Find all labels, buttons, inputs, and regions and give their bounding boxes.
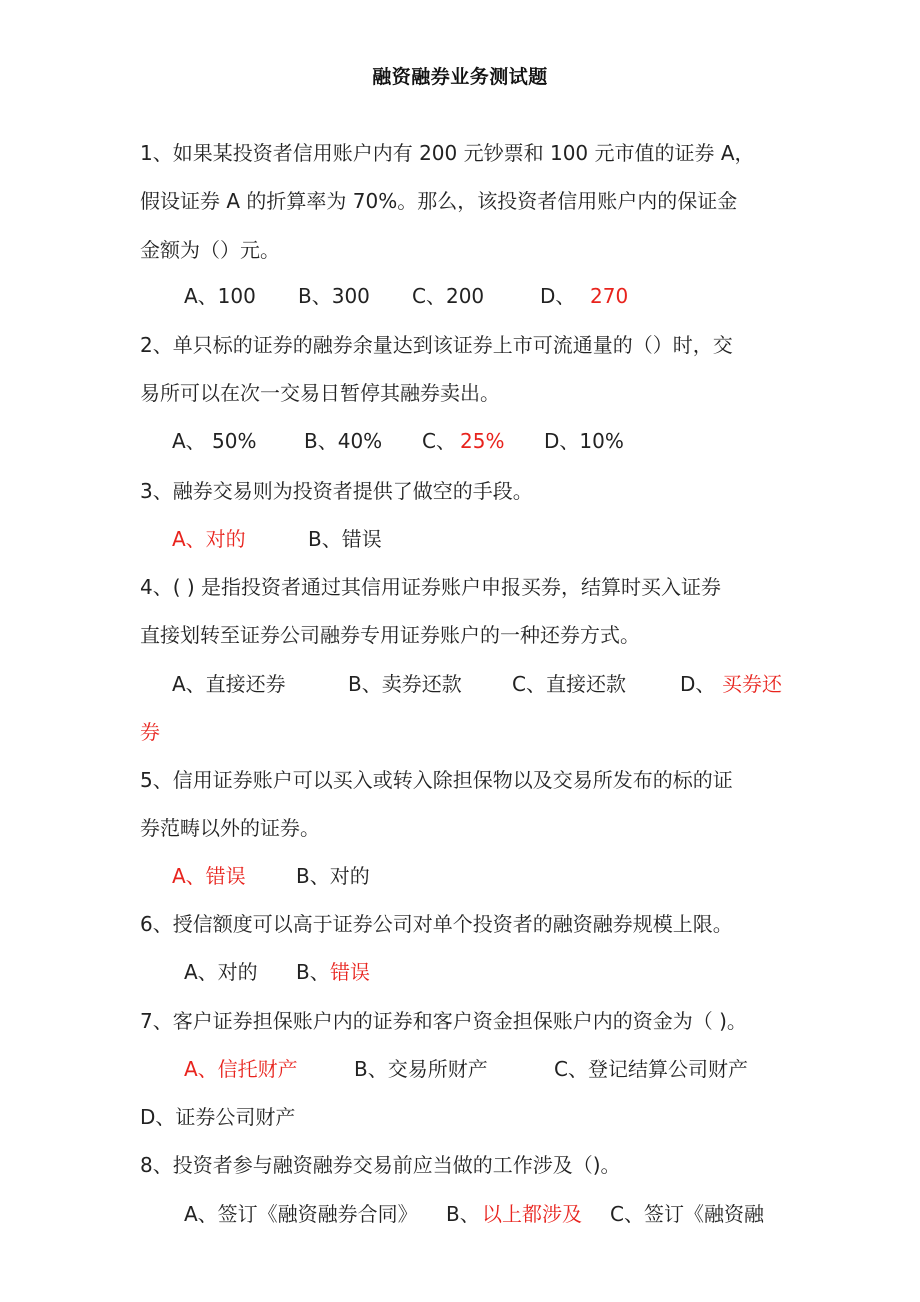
q1-option-a: A、100 [184, 284, 256, 308]
q5-stem-line-2: 券范畴以外的证券。 [140, 816, 320, 840]
q2-stem-line-1: 2、单只标的证券的融券余量达到该证券上市可流通量的（）时，交 [140, 333, 733, 357]
q2-option-c-answer: 25% [460, 429, 505, 453]
q6-stem-line-1: 6、授信额度可以高于证券公司对单个投资者的融资融券规模上限。 [140, 912, 733, 936]
q8-option-c: C、签订《融资融 [610, 1202, 764, 1226]
q3-stem-line-1: 3、融券交易则为投资者提供了做空的手段。 [140, 479, 533, 503]
q6-option-b-answer: 错误 [330, 960, 370, 984]
q4-option-d-answer: 买券还 [722, 672, 782, 696]
q4-option-b: B、卖券还款 [348, 672, 462, 696]
q2-option-b: B、40% [304, 429, 383, 453]
q1-stem-line-1: 1、如果某投资者信用账户内有 200 元钞票和 100 元市值的证券 A， [140, 141, 755, 165]
q7-option-b: B、交易所财产 [354, 1057, 488, 1081]
q2-stem-line-2: 易所可以在次一交易日暂停其融券卖出。 [140, 381, 500, 405]
q4-option-a: A、直接还券 [172, 672, 286, 696]
q5-stem-line-1: 5、信用证券账户可以买入或转入除担保物以及交易所发布的标的证 [140, 768, 733, 792]
q8-stem-line-1: 8、投资者参与融资融券交易前应当做的工作涉及（)。 [140, 1153, 621, 1177]
q4-option-c: C、直接还款 [512, 672, 626, 696]
q1-option-d-answer: 270 [590, 284, 629, 308]
q5-option-a-answer: A、错误 [172, 864, 246, 888]
q1-stem-line-2: 假设证券 A 的折算率为 70%。那么，该投资者信用账户内的保证金 [140, 189, 738, 213]
q4-option-d-answer-cont: 券 [140, 720, 160, 744]
q7-option-d: D、证券公司财产 [140, 1105, 296, 1129]
q2-option-c: C、 [422, 429, 456, 453]
q2-option-d: D、10% [544, 429, 624, 453]
q1-stem-line-3: 金额为（）元。 [140, 238, 280, 262]
page-title: 融资融券业务测试题 [372, 66, 548, 88]
q1-option-d: D、 [540, 284, 576, 308]
q7-option-a-answer: A、信托财产 [184, 1057, 298, 1081]
q2-option-a: A、 50% [172, 429, 257, 453]
q4-stem-line-2: 直接划转至证券公司融券专用证券账户的一种还券方式。 [140, 623, 640, 647]
q1-option-b: B、300 [298, 284, 370, 308]
q3-option-a-answer: A、对的 [172, 527, 246, 551]
q1-option-c: C、200 [412, 284, 485, 308]
q5-option-b: B、对的 [296, 864, 370, 888]
q8-option-a: A、签订《融资融券合同》 [184, 1202, 418, 1226]
q4-option-d: D、 [680, 672, 716, 696]
q7-option-c: C、登记结算公司财产 [554, 1057, 748, 1081]
q4-stem-line-1: 4、( ) 是指投资者通过其信用证券账户申报买券，结算时买入证券 [140, 575, 722, 599]
q6-option-a: A、对的 [184, 960, 258, 984]
q6-option-b: B、 [296, 960, 330, 984]
q3-option-b: B、错误 [308, 527, 382, 551]
q7-stem-line-1: 7、客户证券担保账户内的证券和客户资金担保账户内的资金为（ )。 [140, 1009, 747, 1033]
q8-option-b-answer: 以上都涉及 [482, 1202, 582, 1226]
q8-option-b: B、 [446, 1202, 480, 1226]
